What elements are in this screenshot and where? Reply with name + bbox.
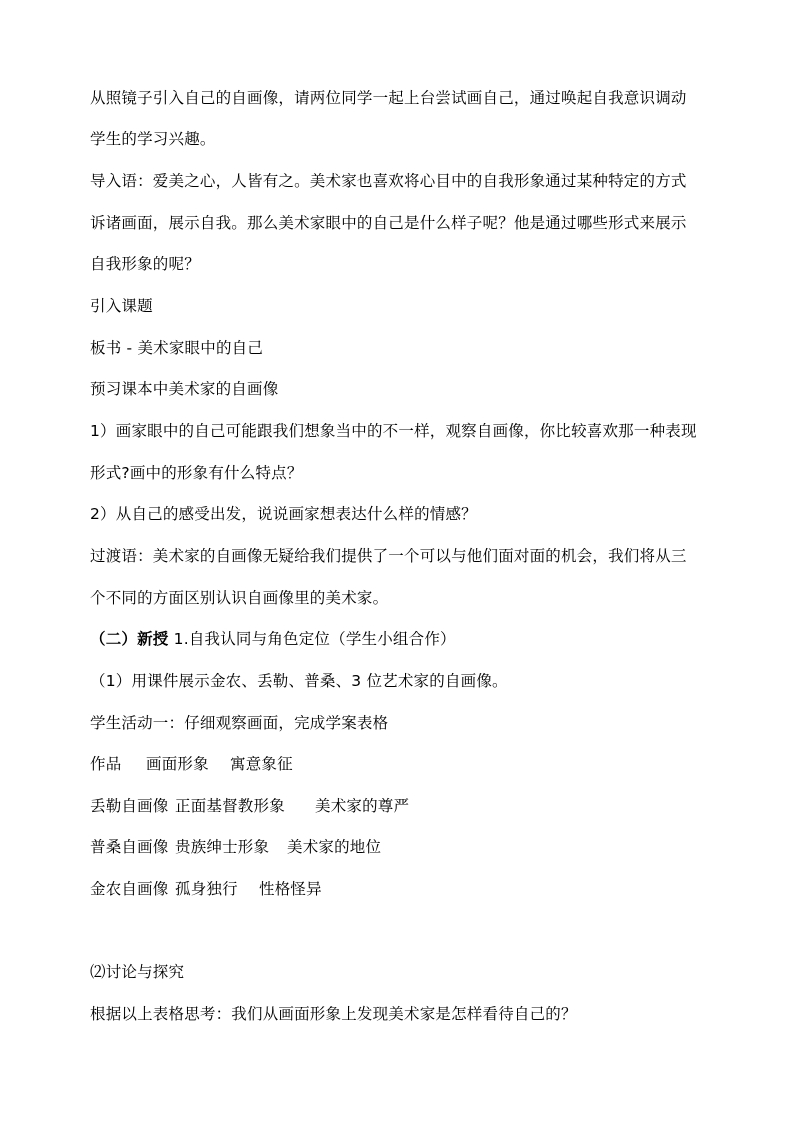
table-header-cell: 作品	[90, 755, 122, 773]
table-cell: 美术家的尊严	[315, 797, 410, 815]
table-row	[90, 796, 409, 816]
paragraph-line: 学生的学习兴趣。	[90, 130, 216, 148]
table-row	[90, 879, 322, 899]
paragraph-line: 导入语：爱美之心，人皆有之。美术家也喜欢将心目中的自我形象通过某种特定的方式	[90, 172, 687, 190]
paragraph-line: 诉诸画面，展示自我。那么美术家眼中的自己是什么样子呢？他是通过哪些形式来展示	[90, 214, 687, 232]
discussion-text: 根据以上表格思考：我们从画面形象上发现美术家是怎样看待自己的？	[90, 1005, 577, 1023]
table-cell: 丢勒自画像	[90, 797, 169, 815]
section-heading-bold: （二）新授	[90, 630, 169, 648]
section-heading-rest: 1.自我认同与角色定位（学生小组合作）	[168, 630, 456, 648]
paragraph-line: 形式?画中的形象有什么特点？	[90, 464, 303, 482]
section-heading	[90, 629, 456, 649]
table-cell: 正面基督教形象	[175, 797, 285, 815]
table-header-cell: 寓意象征	[230, 755, 293, 773]
table-cell: 贵族绅士形象	[175, 838, 270, 856]
table-header-cell: 画面形象	[146, 755, 209, 773]
activity-line: （1）用课件展示金农、丢勒、普桑、3 位艺术家的自画像。	[90, 672, 508, 690]
paragraph-line: 从照镜子引入自己的自画像，请两位同学一起上台尝试画自己，通过唤起自我意识调动	[90, 89, 687, 107]
paragraph-line: 过渡语：美术家的自画像无疑给我们提供了一个可以与他们面对面的机会，我们将从三	[90, 547, 687, 565]
table-cell: 孤身独行	[175, 880, 238, 898]
table-row	[90, 837, 381, 857]
paragraph-line: 2）从自己的感受出发，说说画家想表达什么样的情感？	[90, 505, 477, 523]
discussion-title: ⑵讨论与探究	[90, 963, 185, 981]
table-header-row	[90, 754, 293, 774]
paragraph-line: 自我形象的呢？	[90, 255, 200, 273]
paragraph-line: 个不同的方面区别认识自画像里的美术家。	[90, 589, 389, 607]
paragraph-line: 1）画家眼中的自己可能跟我们想象当中的不一样，观察自画像，你比较喜欢那一种表现	[90, 422, 697, 440]
paragraph-line: 板书 - 美术家眼中的自己	[90, 339, 264, 357]
paragraph-line: 预习课本中美术家的自画像	[90, 380, 279, 398]
paragraph-line: 引入课题	[90, 297, 153, 315]
table-cell: 美术家的地位	[287, 838, 382, 856]
table-cell: 金农自画像	[90, 880, 169, 898]
table-cell: 性格怪异	[259, 880, 322, 898]
activity-line: 学生活动一：仔细观察画面，完成学案表格	[90, 714, 389, 732]
table-cell: 普桑自画像	[90, 838, 169, 856]
